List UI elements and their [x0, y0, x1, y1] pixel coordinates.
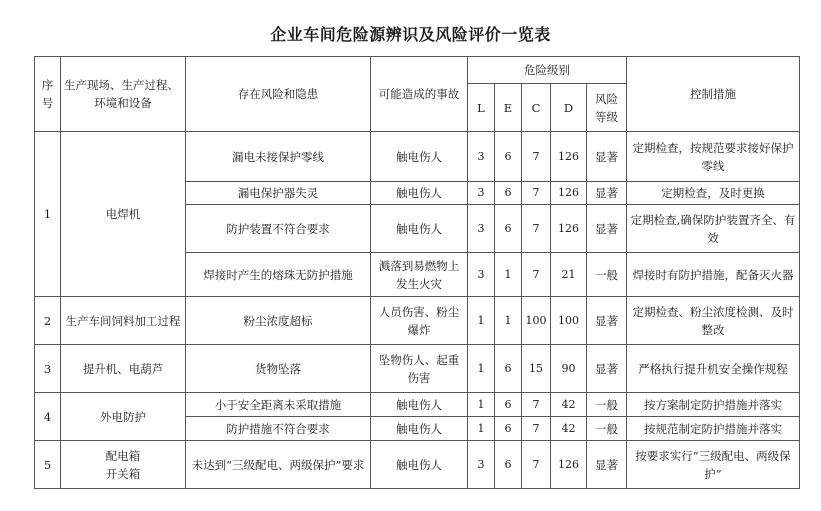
header-accident: 可能造成的事故 [371, 57, 468, 132]
cell-accident: 触电伤人 [371, 205, 468, 253]
cell-C: 15 [522, 345, 551, 393]
cell-E: 6 [495, 345, 522, 393]
cell-D: 42 [551, 417, 587, 441]
cell-risk: 漏电未接保护零线 [186, 132, 371, 182]
cell-D: 21 [551, 253, 587, 297]
cell-grade: 显著 [587, 297, 627, 345]
cell-L: 3 [468, 441, 495, 489]
cell-E: 6 [495, 393, 522, 417]
cell-accident: 触电伤人 [371, 393, 468, 417]
header-risk: 存在风险和隐患 [186, 57, 371, 132]
cell-accident: 触电伤人 [371, 417, 468, 441]
cell-risk: 小于安全距离未采取措施 [186, 393, 371, 417]
cell-seq: 1 [35, 132, 61, 297]
cell-scene: 电焊机 [61, 132, 186, 297]
cell-C: 7 [522, 182, 551, 205]
cell-C: 7 [522, 417, 551, 441]
cell-C: 7 [522, 441, 551, 489]
header-C: C [522, 84, 551, 132]
cell-L: 1 [468, 345, 495, 393]
cell-E: 1 [495, 297, 522, 345]
cell-L: 1 [468, 417, 495, 441]
cell-control: 定期检查、粉尘浓度检测、及时整改 [627, 297, 800, 345]
cell-risk: 未达到“三级配电、两级保护”要求 [186, 441, 371, 489]
cell-risk: 货物坠落 [186, 345, 371, 393]
header-grade: 风险等级 [587, 84, 627, 132]
cell-grade: 显著 [587, 205, 627, 253]
cell-risk: 焊接时产生的熔珠无防护措施 [186, 253, 371, 297]
cell-D: 126 [551, 205, 587, 253]
cell-E: 6 [495, 417, 522, 441]
risk-assessment-table [34, 56, 800, 489]
header-E: E [495, 84, 522, 132]
table-row [35, 297, 800, 345]
cell-control: 定期检查,确保防护装置齐全、有效 [627, 205, 800, 253]
cell-D: 42 [551, 393, 587, 417]
header-L: L [468, 84, 495, 132]
cell-D: 126 [551, 182, 587, 205]
cell-grade: 一般 [587, 253, 627, 297]
cell-C: 7 [522, 205, 551, 253]
cell-E: 1 [495, 253, 522, 297]
cell-D: 100 [551, 297, 587, 345]
cell-seq: 3 [35, 345, 61, 393]
cell-C: 7 [522, 132, 551, 182]
cell-accident: 人员伤害、粉尘爆炸 [371, 297, 468, 345]
cell-E: 6 [495, 441, 522, 489]
cell-risk: 粉尘浓度超标 [186, 297, 371, 345]
cell-L: 3 [468, 205, 495, 253]
cell-seq: 2 [35, 297, 61, 345]
table-row [35, 441, 800, 489]
header-row-1 [35, 57, 800, 84]
cell-accident: 坠物伤人、起重伤害 [371, 345, 468, 393]
cell-E: 6 [495, 132, 522, 182]
cell-control: 定期检查，按规范要求接好保护零线 [627, 132, 800, 182]
cell-risk: 漏电保护器失灵 [186, 182, 371, 205]
cell-control: 定期检查，及时更换 [627, 182, 800, 205]
table-row [35, 393, 800, 417]
cell-grade: 一般 [587, 417, 627, 441]
document-title: 企业车间危险源辨识及风险评价一览表 [270, 25, 551, 44]
cell-scene: 提升机、电葫芦 [61, 345, 186, 393]
cell-D: 126 [551, 132, 587, 182]
cell-D: 90 [551, 345, 587, 393]
cell-grade: 显著 [587, 182, 627, 205]
header-level-group: 危险级别 [468, 57, 627, 84]
cell-seq: 4 [35, 393, 61, 441]
header-control: 控制措施 [627, 57, 800, 132]
cell-scene: 配电箱 开关箱 [61, 441, 186, 489]
cell-grade: 显著 [587, 345, 627, 393]
cell-accident: 触电伤人 [371, 441, 468, 489]
cell-L: 3 [468, 253, 495, 297]
cell-control: 按要求实行“三级配电、两级保护” [627, 441, 800, 489]
cell-D: 126 [551, 441, 587, 489]
cell-E: 6 [495, 182, 522, 205]
cell-L: 1 [468, 297, 495, 345]
cell-control: 焊接时有防护措施，配备灭火器 [627, 253, 800, 297]
cell-C: 7 [522, 393, 551, 417]
cell-scene: 外电防护 [61, 393, 186, 441]
cell-accident: 溅落到易燃物上发生火灾 [371, 253, 468, 297]
cell-seq: 5 [35, 441, 61, 489]
cell-grade: 显著 [587, 132, 627, 182]
table-row [35, 345, 800, 393]
cell-C: 7 [522, 253, 551, 297]
cell-scene: 生产车间饲料加工过程 [61, 297, 186, 345]
cell-control: 严格执行提升机安全操作规程 [627, 345, 800, 393]
header-seq: 序号 [35, 57, 61, 132]
cell-accident: 触电伤人 [371, 182, 468, 205]
cell-risk: 防护装置不符合要求 [186, 205, 371, 253]
cell-E: 6 [495, 205, 522, 253]
cell-control: 按规范制定防护措施并落实 [627, 417, 800, 441]
cell-control: 按方案制定防护措施并落实 [627, 393, 800, 417]
header-D: D [551, 84, 587, 132]
cell-risk: 防护措施不符合要求 [186, 417, 371, 441]
cell-L: 1 [468, 393, 495, 417]
header-scene: 生产现场、生产过程、 环境和设备 [61, 57, 186, 132]
cell-grade: 一般 [587, 393, 627, 417]
cell-accident: 触电伤人 [371, 132, 468, 182]
cell-L: 3 [468, 132, 495, 182]
table-row [35, 132, 800, 182]
cell-grade: 显著 [587, 441, 627, 489]
cell-C: 100 [522, 297, 551, 345]
cell-L: 3 [468, 182, 495, 205]
